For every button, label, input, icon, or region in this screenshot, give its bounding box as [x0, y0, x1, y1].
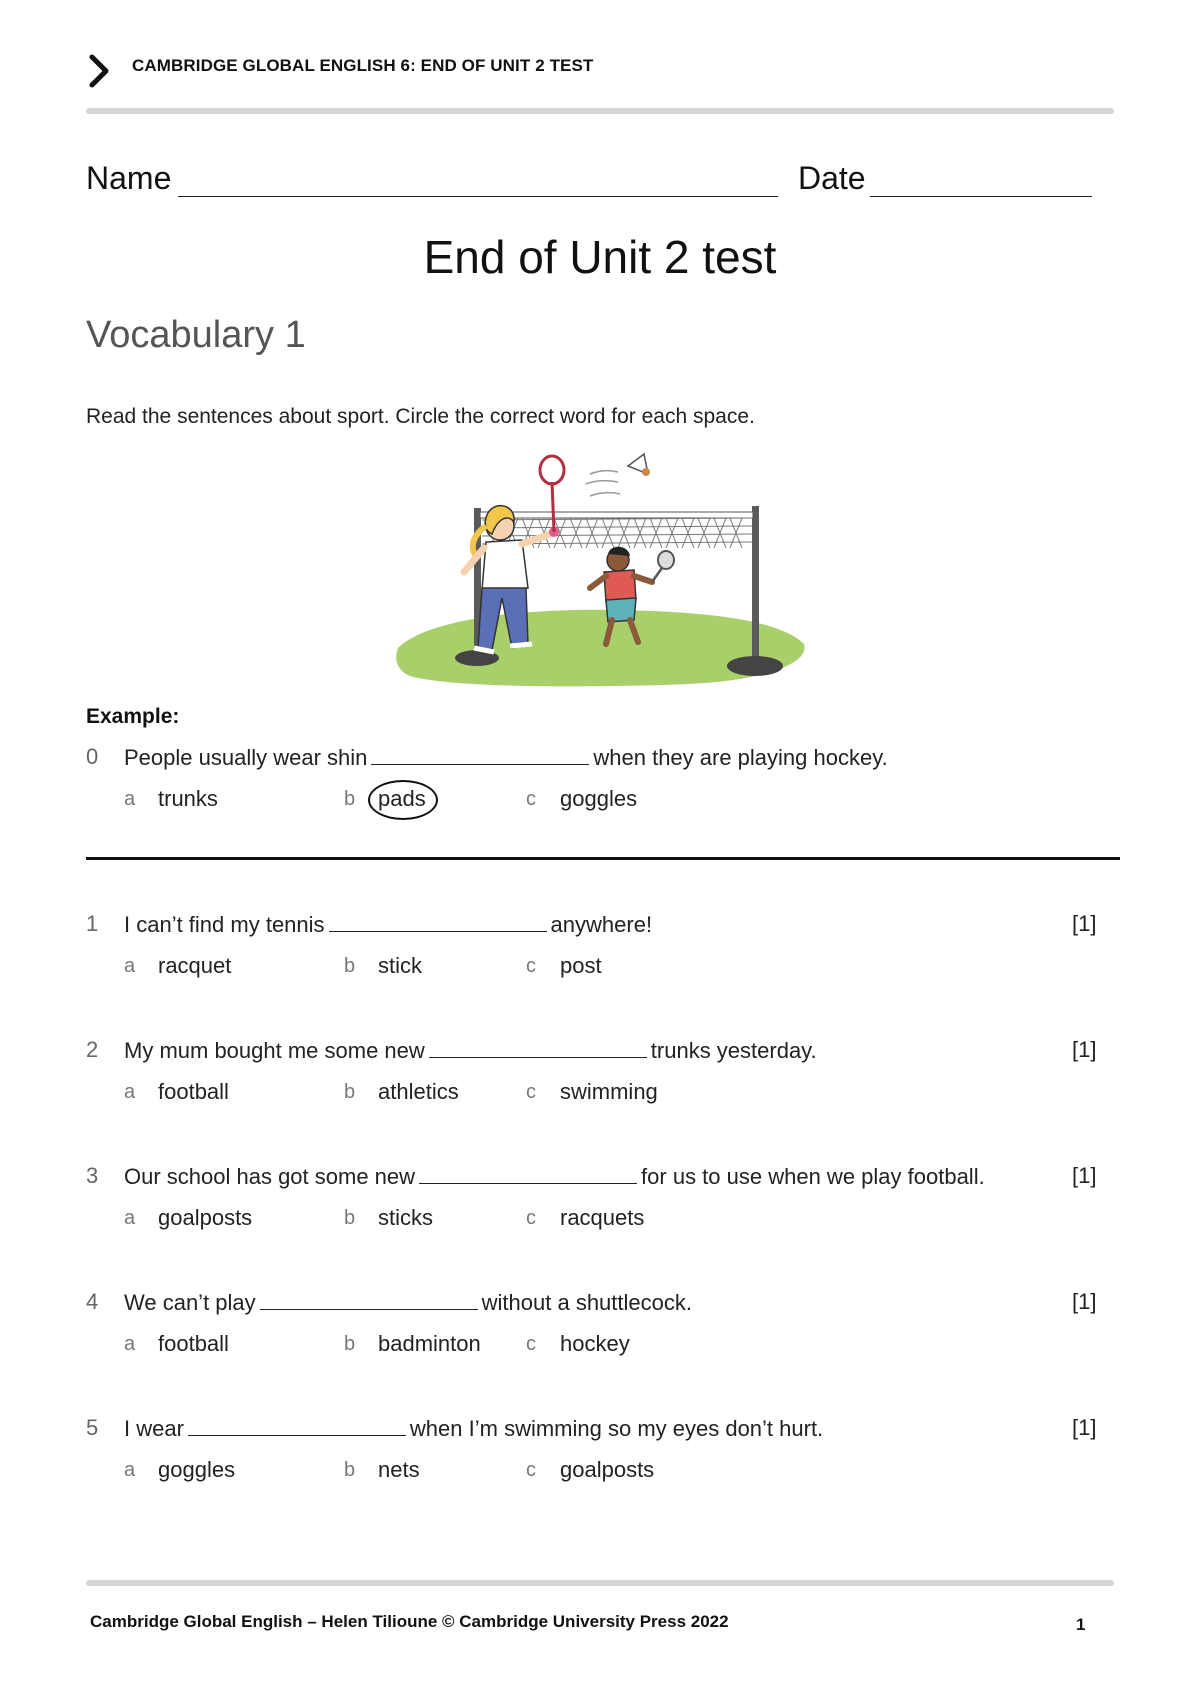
- page-title: End of Unit 2 test: [423, 231, 777, 283]
- question-text-after: trunks yesterday.: [650, 1038, 817, 1063]
- example-sentence: [124, 744, 888, 771]
- example-text-after: when they are playing hockey.: [593, 745, 888, 770]
- option-goalposts[interactable]: goalposts: [560, 1457, 655, 1482]
- option-racquets[interactable]: racquets: [560, 1205, 645, 1230]
- option-goalposts[interactable]: goalposts: [158, 1205, 253, 1230]
- example-divider: [86, 857, 1120, 860]
- option-nets[interactable]: nets: [378, 1457, 420, 1482]
- question-text-before: I can’t find my tennis: [124, 912, 325, 937]
- option-football[interactable]: football: [158, 1079, 229, 1104]
- question-sentence: [124, 911, 652, 938]
- answer-blank[interactable]: [329, 911, 547, 932]
- question-sentence: [124, 1037, 817, 1064]
- option-letter: c: [526, 955, 536, 977]
- question-number: 5: [86, 1415, 99, 1440]
- option-letter: b: [344, 788, 356, 810]
- mark-value: [1]: [1072, 1163, 1097, 1188]
- question-sentence: [124, 1163, 985, 1190]
- footer-divider: [86, 1580, 1114, 1586]
- option-letter: b: [344, 955, 356, 977]
- question-text-after: for us to use when we play football.: [641, 1164, 985, 1189]
- question-sentence: [124, 1289, 692, 1316]
- option-letter: b: [344, 1207, 356, 1229]
- option-athletics[interactable]: athletics: [378, 1079, 459, 1104]
- option-post[interactable]: post: [560, 953, 602, 978]
- option-letter: a: [124, 1207, 136, 1229]
- option-sticks[interactable]: sticks: [378, 1205, 433, 1230]
- option-letter: a: [124, 1081, 136, 1103]
- question-text-before: My mum bought me some new: [124, 1038, 425, 1063]
- option-letter: c: [526, 1333, 536, 1355]
- option-letter: b: [344, 1459, 356, 1481]
- example-text-before: People usually wear shin: [124, 745, 368, 770]
- answer-blank[interactable]: [419, 1163, 637, 1184]
- question-number: 3: [86, 1163, 99, 1188]
- option-letter: a: [124, 1459, 136, 1481]
- option-letter: b: [344, 1333, 356, 1355]
- header-divider: [86, 108, 1114, 114]
- chevron-right-icon: [88, 54, 112, 88]
- option-hockey[interactable]: hockey: [560, 1331, 630, 1356]
- name-label: Name: [86, 160, 172, 196]
- answer-blank[interactable]: [429, 1037, 647, 1058]
- option-letter: a: [124, 955, 136, 977]
- option-letter: a: [124, 788, 136, 810]
- section-heading: Vocabulary 1: [86, 314, 306, 356]
- option-pads[interactable]: pads: [378, 786, 426, 811]
- question-number: 4: [86, 1289, 99, 1314]
- answer-blank[interactable]: [260, 1289, 478, 1310]
- option-stick[interactable]: stick: [378, 953, 422, 978]
- option-letter: b: [344, 1081, 356, 1103]
- example-blank: [371, 744, 589, 765]
- page-number: 1: [1076, 1615, 1086, 1634]
- option-letter: a: [124, 1333, 136, 1355]
- question-text-before: We can’t play: [124, 1290, 256, 1315]
- date-label: Date: [798, 160, 866, 196]
- question-text-after: without a shuttlecock.: [481, 1290, 692, 1315]
- question-text-before: I wear: [124, 1416, 184, 1441]
- option-goggles[interactable]: goggles: [158, 1457, 236, 1482]
- option-letter: c: [526, 788, 536, 810]
- date-field[interactable]: [870, 196, 1092, 197]
- option-goggles[interactable]: goggles: [560, 786, 638, 811]
- answer-blank[interactable]: [188, 1415, 406, 1436]
- mark-value: [1]: [1072, 1415, 1097, 1440]
- option-letter: c: [526, 1459, 536, 1481]
- name-field[interactable]: [178, 196, 778, 197]
- option-badminton[interactable]: badminton: [378, 1331, 481, 1356]
- question-sentence: [124, 1415, 823, 1442]
- footer-credit: Cambridge Global English – Helen Tilioune © Cambridge University Press 2022: [90, 1612, 729, 1631]
- example-label: Example:: [86, 705, 180, 728]
- option-football[interactable]: football: [158, 1331, 229, 1356]
- answer-circle: [368, 780, 438, 820]
- header-title: CAMBRIDGE GLOBAL ENGLISH 6: END OF UNIT 2 TEST: [132, 56, 594, 75]
- mark-value: [1]: [1072, 911, 1097, 936]
- option-letter: c: [526, 1207, 536, 1229]
- option-trunks[interactable]: trunks: [158, 786, 218, 811]
- mark-value: [1]: [1072, 1037, 1097, 1062]
- option-racquet[interactable]: racquet: [158, 953, 232, 978]
- question-text-after: when I’m swimming so my eyes don’t hurt.: [409, 1416, 824, 1441]
- question-number: 1: [86, 911, 99, 936]
- badminton-illustration-icon: [390, 448, 820, 693]
- mark-value: [1]: [1072, 1289, 1097, 1314]
- question-number: 2: [86, 1037, 99, 1062]
- option-letter: c: [526, 1081, 536, 1103]
- question-text-after: anywhere!: [550, 912, 653, 937]
- option-swimming[interactable]: swimming: [560, 1079, 658, 1104]
- question-text-before: Our school has got some new: [124, 1164, 416, 1189]
- instruction-text: Read the sentences about sport. Circle the correct word for each space.: [86, 405, 755, 428]
- example-number: 0: [86, 744, 99, 769]
